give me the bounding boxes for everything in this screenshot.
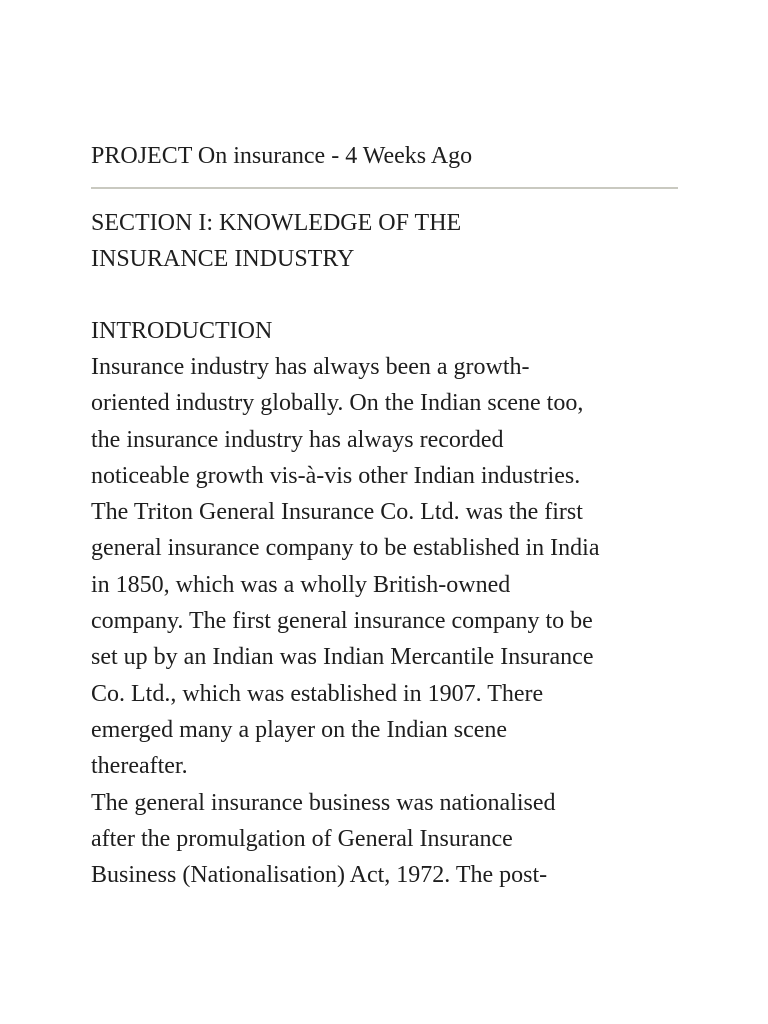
text-line: Insurance industry has always been a growth-	[91, 354, 530, 380]
paragraph	[91, 785, 691, 894]
section-title-line: INSURANCE INDUSTRY	[91, 246, 355, 272]
text-line: emerged many a player on the Indian scene	[91, 716, 508, 743]
text-line: in 1850, which was a wholly British-owned	[91, 571, 511, 598]
text-line: The Triton General Insurance Co. Ltd. was the first	[91, 499, 583, 526]
text-line: the insurance industry has always recorded	[91, 426, 504, 453]
text-line: set up by an Indian was Indian Mercantile Insurance	[91, 644, 594, 671]
header-divider	[91, 187, 678, 189]
text-line: Co. Ltd., which was established in 1907. There	[91, 680, 544, 707]
section-title-line: SECTION I: KNOWLEDGE OF THE	[91, 210, 462, 236]
text-line: general insurance company to be established in India	[91, 535, 600, 562]
text-line: noticeable growth vis-à-vis other Indian industries.	[91, 462, 581, 489]
paragraph	[91, 349, 691, 785]
document-page	[91, 138, 691, 893]
text-line: thereafter.	[91, 753, 188, 780]
text-line: after the promulgation of General Insurance	[91, 825, 513, 852]
document-header: PROJECT On insurance - 4 Weeks Ago	[91, 143, 473, 169]
text-line: oriented industry globally. On the Indian scene too,	[91, 390, 584, 417]
text-line: company. The first general insurance company to be	[91, 608, 593, 635]
text-line: The general insurance business was nationalised	[91, 789, 556, 816]
section-title	[91, 205, 691, 277]
text-line: Business (Nationalisation) Act, 1972. The post-	[91, 862, 548, 889]
intro-heading: INTRODUCTION	[91, 318, 273, 344]
